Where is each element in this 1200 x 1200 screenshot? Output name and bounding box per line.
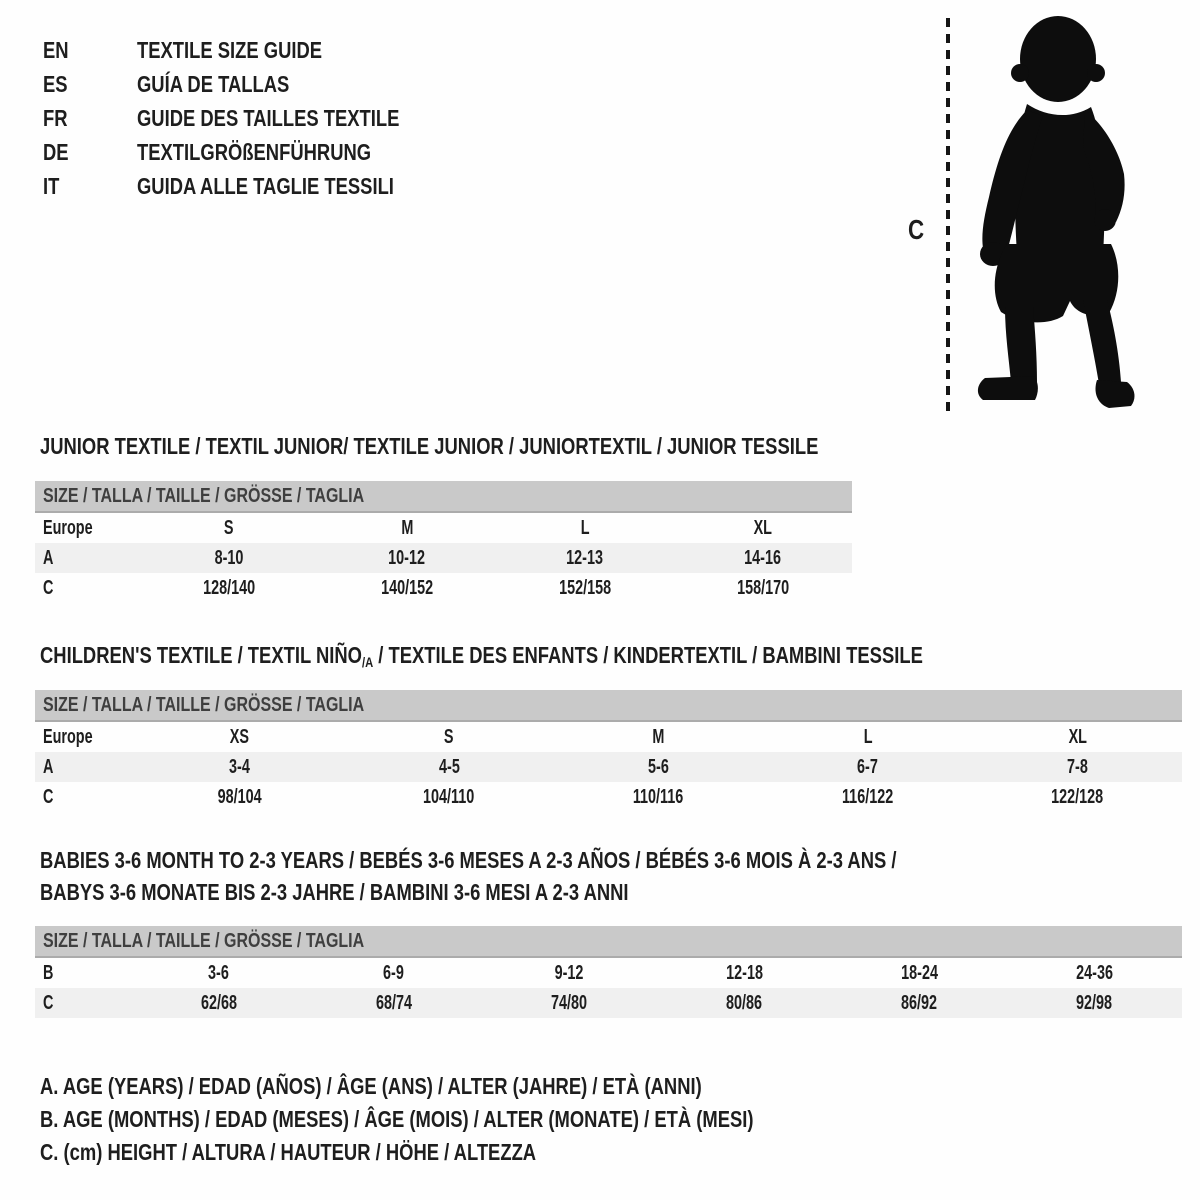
guide-title: GUIDA ALLE TAGLIE TESSILI — [137, 173, 394, 199]
table-row-height — [35, 782, 1182, 812]
table-cell: 18-24 — [900, 962, 938, 984]
legend-age-years: A. AGE (YEARS) / EDAD (AÑOS) / ÂGE (ANS) / ALTER (JAHRE) / ETÀ (ANNI) — [40, 1073, 702, 1099]
row-label: Europe — [43, 517, 93, 539]
language-code: ES — [43, 71, 68, 97]
table-cell: L — [580, 517, 590, 539]
babies-section-title: BABIES 3-6 MONTH TO 2-3 YEARS / BEBÉS 3-6 MESES A 2-3 AÑOS / BÉBÉS 3-6 MOIS À 2-3 ANS / BABYS 3-6 MONATE BIS 2-3 JAHRE / BAMBINI 3-6 MESI A 2-3 ANNI — [40, 847, 897, 905]
language-code: DE — [43, 139, 69, 165]
table-cell: 140/152 — [380, 577, 434, 599]
table-cell: 3-6 — [208, 962, 229, 984]
row-label: C — [43, 577, 54, 599]
table-cell: 110/116 — [633, 786, 684, 808]
guide-title: TEXTILGRÖßENFÜHRUNG — [137, 139, 372, 165]
table-cell: 12-13 — [566, 547, 604, 569]
row-label: A — [43, 547, 54, 569]
language-row-fr — [43, 101, 465, 135]
table-cell: 12-18 — [725, 962, 763, 984]
size-header-bar: SIZE / TALLA / TAILLE / GRÖSSE / TAGLIA — [35, 690, 1182, 722]
language-code: FR — [43, 105, 68, 131]
language-row-it — [43, 169, 465, 203]
language-code: IT — [43, 173, 60, 199]
table-cell: 68/74 — [375, 992, 412, 1014]
table-cell: 9-12 — [554, 962, 584, 984]
height-measure-label: C — [908, 214, 925, 245]
table-cell: 152/158 — [558, 577, 612, 599]
table-row-europe — [35, 722, 1182, 752]
row-label: A — [43, 756, 54, 778]
table-cell: 3-4 — [229, 756, 251, 778]
table-cell: XL — [753, 517, 773, 539]
table-row-age — [35, 752, 1182, 782]
table-row-height — [35, 988, 1182, 1018]
table-cell: 74/80 — [550, 992, 587, 1014]
table-cell: 116/122 — [842, 786, 894, 808]
toddler-silhouette — [978, 16, 1135, 408]
row-label: C — [43, 786, 54, 808]
table-cell: XS — [230, 726, 250, 748]
table-cell: 86/92 — [901, 992, 938, 1014]
legend-age-months: B. AGE (MONTHS) / EDAD (MESES) / ÂGE (MOIS) / ALTER (MONATE) / ETÀ (MESI) — [40, 1106, 754, 1132]
table-cell: 62/68 — [200, 992, 237, 1014]
table-cell: 6-7 — [857, 756, 879, 778]
guide-title: TEXTILE SIZE GUIDE — [137, 37, 323, 63]
measurement-legend — [40, 1070, 932, 1169]
babies-size-table — [35, 926, 1182, 1018]
row-label: Europe — [43, 726, 93, 748]
table-row-age — [35, 543, 852, 573]
junior-section-title: JUNIOR TEXTILE / TEXTIL JUNIOR/ TEXTILE JUNIOR / JUNIORTEXTIL / JUNIOR TESSILE — [40, 433, 819, 459]
table-cell: 8-10 — [214, 547, 244, 569]
size-header-bar: SIZE / TALLA / TAILLE / GRÖSSE / TAGLIA — [35, 481, 852, 513]
table-cell: 98/104 — [217, 786, 262, 808]
table-row-months — [35, 958, 1182, 988]
table-row-europe — [35, 513, 852, 543]
table-cell: 10-12 — [388, 547, 426, 569]
table-cell: 7-8 — [1066, 756, 1088, 778]
table-cell: 4-5 — [438, 756, 460, 778]
row-label: B — [43, 962, 54, 984]
row-label: C — [43, 992, 54, 1014]
table-cell: S — [224, 517, 234, 539]
table-cell: M — [652, 726, 665, 748]
table-cell: 24-36 — [1075, 962, 1113, 984]
guide-title: GUÍA DE TALLAS — [137, 71, 290, 97]
table-cell: 128/140 — [202, 577, 256, 599]
toddler-silhouette-figure — [935, 12, 1155, 422]
table-cell: L — [863, 726, 873, 748]
table-cell: S — [444, 726, 454, 748]
language-code: EN — [43, 37, 69, 63]
table-cell: XL — [1068, 726, 1087, 748]
table-cell: 14-16 — [744, 547, 782, 569]
language-row-en — [43, 33, 465, 67]
table-cell: 6-9 — [383, 962, 405, 984]
children-section-title: CHILDREN'S TEXTILE / TEXTIL NIÑO/A / TEXTILE DES ENFANTS / KINDERTEXTIL / BAMBINI TESSILE — [40, 642, 923, 670]
table-row-height — [35, 573, 852, 603]
table-cell: 122/128 — [1051, 786, 1104, 808]
language-title-list — [43, 33, 465, 203]
table-cell: 5-6 — [648, 756, 669, 778]
table-cell: M — [400, 517, 413, 539]
size-header-bar: SIZE / TALLA / TAILLE / GRÖSSE / TAGLIA — [35, 926, 1182, 958]
table-cell: 158/170 — [736, 577, 790, 599]
table-cell: 92/98 — [1076, 992, 1113, 1014]
language-row-de — [43, 135, 465, 169]
table-cell: 104/110 — [423, 786, 475, 808]
junior-size-table — [35, 481, 852, 603]
guide-title: GUIDE DES TAILLES TEXTILE — [137, 105, 400, 131]
children-size-table — [35, 690, 1182, 812]
legend-height-cm: C. (cm) HEIGHT / ALTURA / HAUTEUR / HÖHE / ALTEZZA — [40, 1139, 537, 1165]
language-row-es — [43, 67, 465, 101]
nino-a-subscript: /A — [361, 654, 374, 670]
table-cell: 80/86 — [726, 992, 763, 1014]
